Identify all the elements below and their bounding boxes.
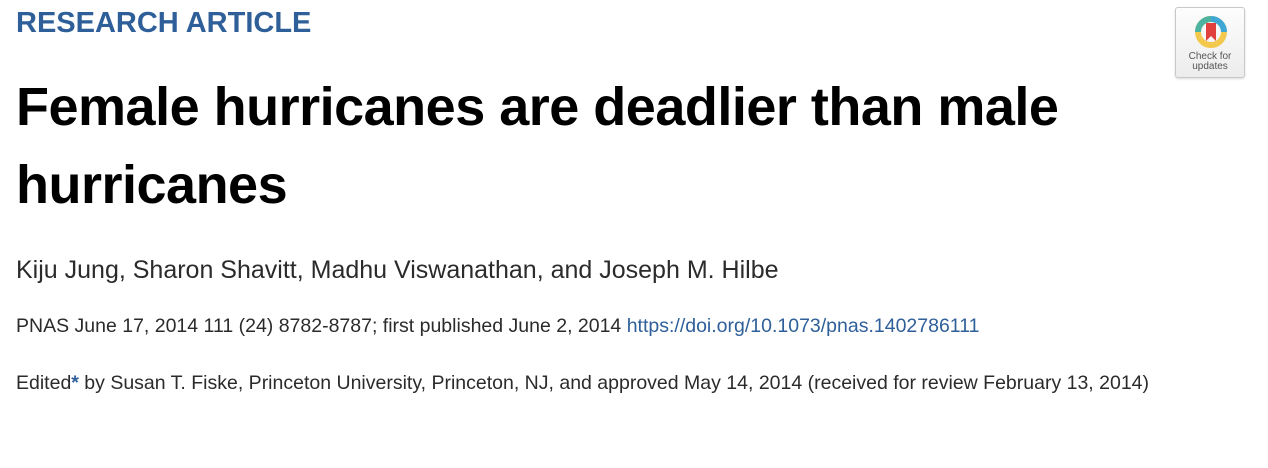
citation-line bbox=[16, 310, 979, 342]
crossmark-icon bbox=[1194, 15, 1228, 49]
footnote-asterisk-link[interactable]: * bbox=[71, 372, 79, 394]
author-list: Kiju Jung, Sharon Shavitt, Madhu Viswanathan, and Joseph M. Hilbe bbox=[16, 256, 779, 284]
edited-prefix: Edited bbox=[16, 372, 72, 394]
edited-note bbox=[16, 366, 1236, 400]
citation-text: PNAS June 17, 2014 111 (24) 8782-8787; first published June 2, 2014 bbox=[16, 315, 622, 337]
badge-label bbox=[1176, 52, 1244, 72]
badge-line-2: updates bbox=[1192, 61, 1228, 72]
edited-text: by Susan T. Fiske, Princeton University, Princeton, NJ, and approved May 14, 2014 (received for review February 13, 2014) bbox=[78, 372, 1150, 394]
doi-link[interactable]: https://doi.org/10.1073/pnas.1402786111 bbox=[626, 315, 980, 337]
article-type-label: RESEARCH ARTICLE bbox=[16, 7, 312, 39]
badge-line-1: Check for bbox=[1188, 51, 1232, 62]
article-title: Female hurricanes are deadlier than male hurricanes bbox=[16, 77, 1059, 215]
check-for-updates-badge[interactable] bbox=[1175, 7, 1245, 78]
